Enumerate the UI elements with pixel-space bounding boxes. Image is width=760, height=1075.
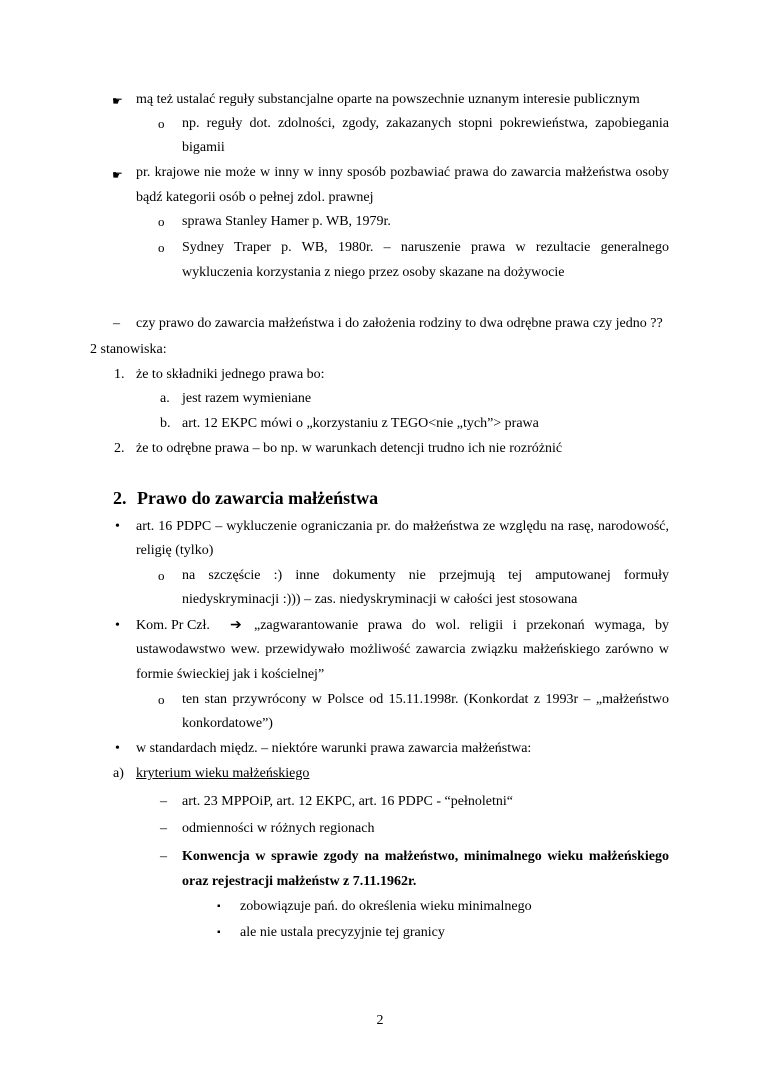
pointer-icon: ☛ — [112, 94, 123, 108]
circle-bullet-icon: o — [158, 692, 165, 707]
text-line: odmienności w różnych regionach — [182, 821, 375, 836]
text-line: niedyskryminacji :))) – zas. niedyskryminacji w całości jest stosowana — [182, 592, 578, 607]
list-number: 2. — [114, 441, 125, 456]
section-heading: Prawo do zawarcia małżeństwa — [137, 488, 379, 508]
bullet-icon: • — [115, 519, 120, 534]
text-line: art. 23 MPPOiP, art. 12 EKPC, art. 16 PDPC - “pełnoletni“ — [182, 794, 513, 809]
page-number: 2 — [376, 1013, 384, 1028]
text-line: ustawodawstwo wew. przewidywało możliwość zawarcia związku małżeńskiego zarówno w — [136, 642, 669, 657]
text-line: jest razem wymieniane — [182, 391, 312, 406]
text-line: konkordatowe”) — [182, 716, 273, 731]
circle-bullet-icon: o — [158, 240, 165, 255]
text-line: zobowiązuje pań. do określenia wieku minimalnego — [240, 899, 532, 914]
text-line: wykluczenia korzystania z niego przez osoby skazane na dożywocie — [182, 265, 565, 280]
heading-number: 2. — [113, 488, 127, 508]
square-bullet-icon: ▪ — [217, 927, 221, 938]
text-line: „zagwarantowanie prawa do wol. religii i przekonań wymaga, by — [254, 618, 669, 633]
text-line: formie świeckiej jak i kościelnej” — [136, 667, 325, 682]
text-line: ten stan przywrócony w Polsce od 15.11.1998r. (Konkordat z 1993r – „małżeństwo — [182, 692, 669, 707]
text-line: religię (tylko) — [136, 543, 214, 558]
text-line: w standardach międz. – niektóre warunki prawa zawarcia małżeństwa: — [136, 741, 532, 756]
pointer-icon: ☛ — [112, 168, 123, 182]
text-line: czy prawo do zawarcia małżeństwa i do założenia rodziny to dwa odrębne prawa czy jedno ?? — [136, 316, 663, 331]
list-number: 1. — [114, 367, 125, 382]
circle-bullet-icon: o — [158, 568, 165, 583]
list-letter: a. — [160, 391, 170, 406]
bullet-icon: • — [115, 741, 120, 756]
text-line: 2 stanowiska: — [90, 342, 167, 357]
arrow-right-icon: ➔ — [230, 618, 242, 633]
bullet-icon: • — [115, 618, 120, 633]
text-line: pr. krajowe nie może w inny w inny sposób pozbawiać prawa do zawarcia małżeństwa osoby — [136, 165, 669, 180]
text-line: że to składniki jednego prawa bo: — [136, 367, 325, 382]
text-line: art. 12 EKPC mówi o „korzystaniu z TEGO<nie „tych”> prawa — [182, 416, 539, 431]
text-line: art. 16 PDPC – wykluczenie ograniczania pr. do małżeństwa ze względu na rasę, narodowość, — [136, 519, 669, 534]
circle-bullet-icon: o — [158, 116, 165, 131]
underlined-heading: kryterium wieku małżeńskiego — [136, 766, 310, 781]
square-bullet-icon: ▪ — [217, 901, 221, 912]
bold-text-line: oraz rejestracji małżeństw z 7.11.1962r. — [182, 874, 417, 889]
dash-bullet-icon: – — [113, 316, 120, 331]
text-line: na szczęście :) inne dokumenty nie przejmują tej amputowanej formuły — [182, 568, 669, 583]
list-letter: a) — [113, 766, 124, 781]
dash-bullet-icon: – — [160, 821, 167, 836]
text-line: Sydney Traper p. WB, 1980r. – naruszenie prawa w rezultacie generalnego — [182, 240, 669, 255]
text-line: że to odrębne prawa – bo np. w warunkach detencji trudno ich nie rozróżnić — [136, 441, 563, 456]
text-line: ale nie ustala precyzyjnie tej granicy — [240, 925, 445, 940]
list-letter: b. — [160, 416, 171, 431]
text-line: np. reguły dot. zdolności, zgody, zakazanych stopni pokrewieństwa, zapobiegania — [182, 116, 669, 131]
text-line: mą też ustalać reguły substancjalne oparte na powszechnie uznanym interesie publicznym — [136, 92, 640, 107]
text-line: bądź kategorii osób o pełnej zdol. prawnej — [136, 190, 374, 205]
circle-bullet-icon: o — [158, 214, 165, 229]
text-line: Kom. Pr Czł. — [136, 618, 210, 633]
bold-text-line: Konwencja w sprawie zgody na małżeństwo, minimalnego wieku małżeńskiego — [182, 849, 669, 864]
dash-bullet-icon: – — [160, 794, 167, 809]
text-line: bigamii — [182, 140, 225, 155]
text-line: sprawa Stanley Hamer p. WB, 1979r. — [182, 214, 391, 229]
dash-bullet-icon: – — [160, 849, 167, 864]
